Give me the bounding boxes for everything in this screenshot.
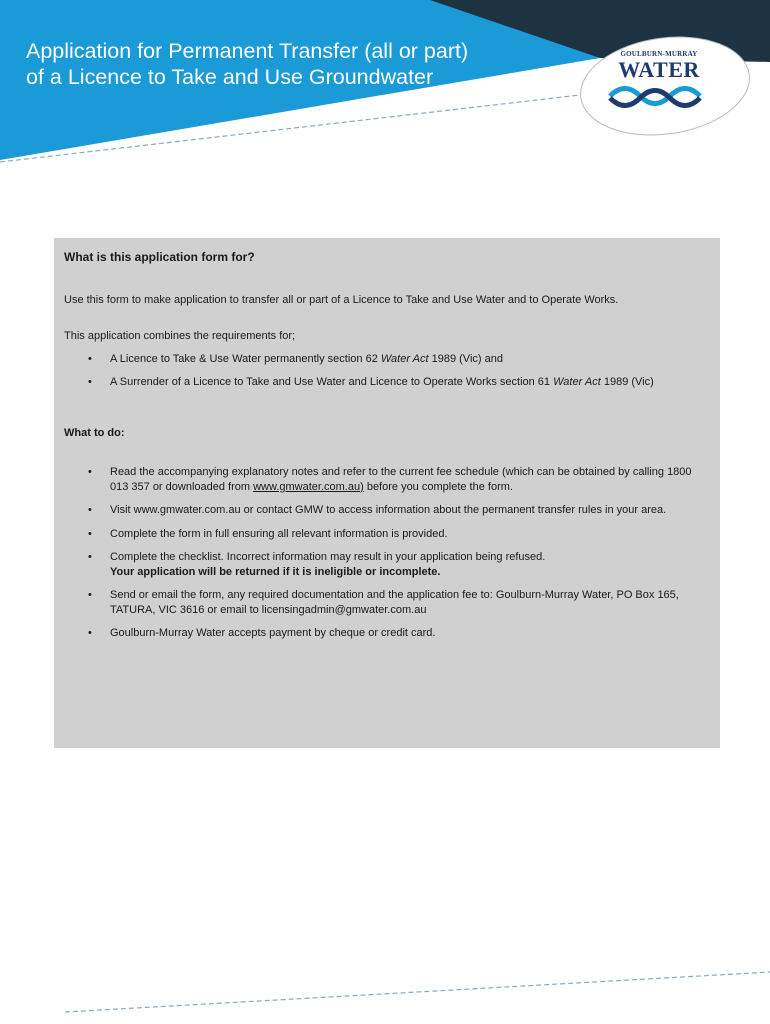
gmwater-link[interactable]: www.gmwater.com.au) <box>253 480 364 493</box>
info-box <box>54 238 720 748</box>
list-item: • A Surrender of a Licence to Take and Use Water and Licence to Operate Works section 61 Water Act 1989 (Vic) <box>88 376 654 388</box>
list-item: • Send or email the form, any required documentation and the application fee to: Goulburn-Murray Water, PO Box 165, TATURA, VIC 3616 or email to licensingadmin@gmwater.com.au <box>88 589 679 616</box>
list-item: • Complete the form in full ensuring all relevant information is provided. <box>88 527 448 540</box>
bullet-icon: • <box>88 589 92 601</box>
bullet-icon: • <box>88 527 92 540</box>
todo-list <box>64 465 710 641</box>
title-line-1: Application for Permanent Transfer (all or part) <box>26 39 469 63</box>
bullet-icon: • <box>88 551 92 563</box>
bullet-icon: • <box>88 627 92 639</box>
combines-paragraph: This application combines the requirements for; <box>64 330 296 342</box>
warning-text: Your application will be returned if it is ineligible or incomplete. <box>110 565 441 578</box>
todo-heading: What to do: <box>64 426 125 439</box>
list-item: • Complete the checklist. Incorrect information may result in your application being refused. Your application will be returned if it is ineligible or incomplete. <box>88 551 546 578</box>
bullet-icon: • <box>88 376 92 388</box>
logo-text-water: WATER <box>618 57 700 82</box>
bullet-icon: • <box>88 466 92 478</box>
list-item: • Visit www.gmwater.com.au or contact GMW to access information about the permanent transfer rules in your area. <box>88 504 667 516</box>
requirements-list <box>64 352 710 390</box>
list-item: • Read the accompanying explanatory notes and refer to the current fee schedule (which can be obtained by calling 1800 013 357 or downloaded from www.gmwater.com.au) before you complete the form. <box>88 466 692 493</box>
footer-dashed-line <box>65 972 770 1012</box>
title-line-2: of a Licence to Take and Use Groundwater <box>26 65 434 89</box>
bullet-icon: • <box>88 352 92 365</box>
intro-paragraph: Use this form to make application to transfer all or part of a Licence to Take and Use Water and to Operate Works. <box>64 293 619 306</box>
info-heading: What is this application form for? <box>64 250 255 264</box>
list-item: • A Licence to Take & Use Water permanently section 62 Water Act 1989 (Vic) and <box>88 352 503 365</box>
list-item: • Goulburn-Murray Water accepts payment by cheque or credit card. <box>88 627 436 639</box>
page-title <box>26 38 468 90</box>
bullet-icon: • <box>88 504 92 516</box>
logo-text-small: GOULBURN-MURRAY <box>620 50 698 58</box>
